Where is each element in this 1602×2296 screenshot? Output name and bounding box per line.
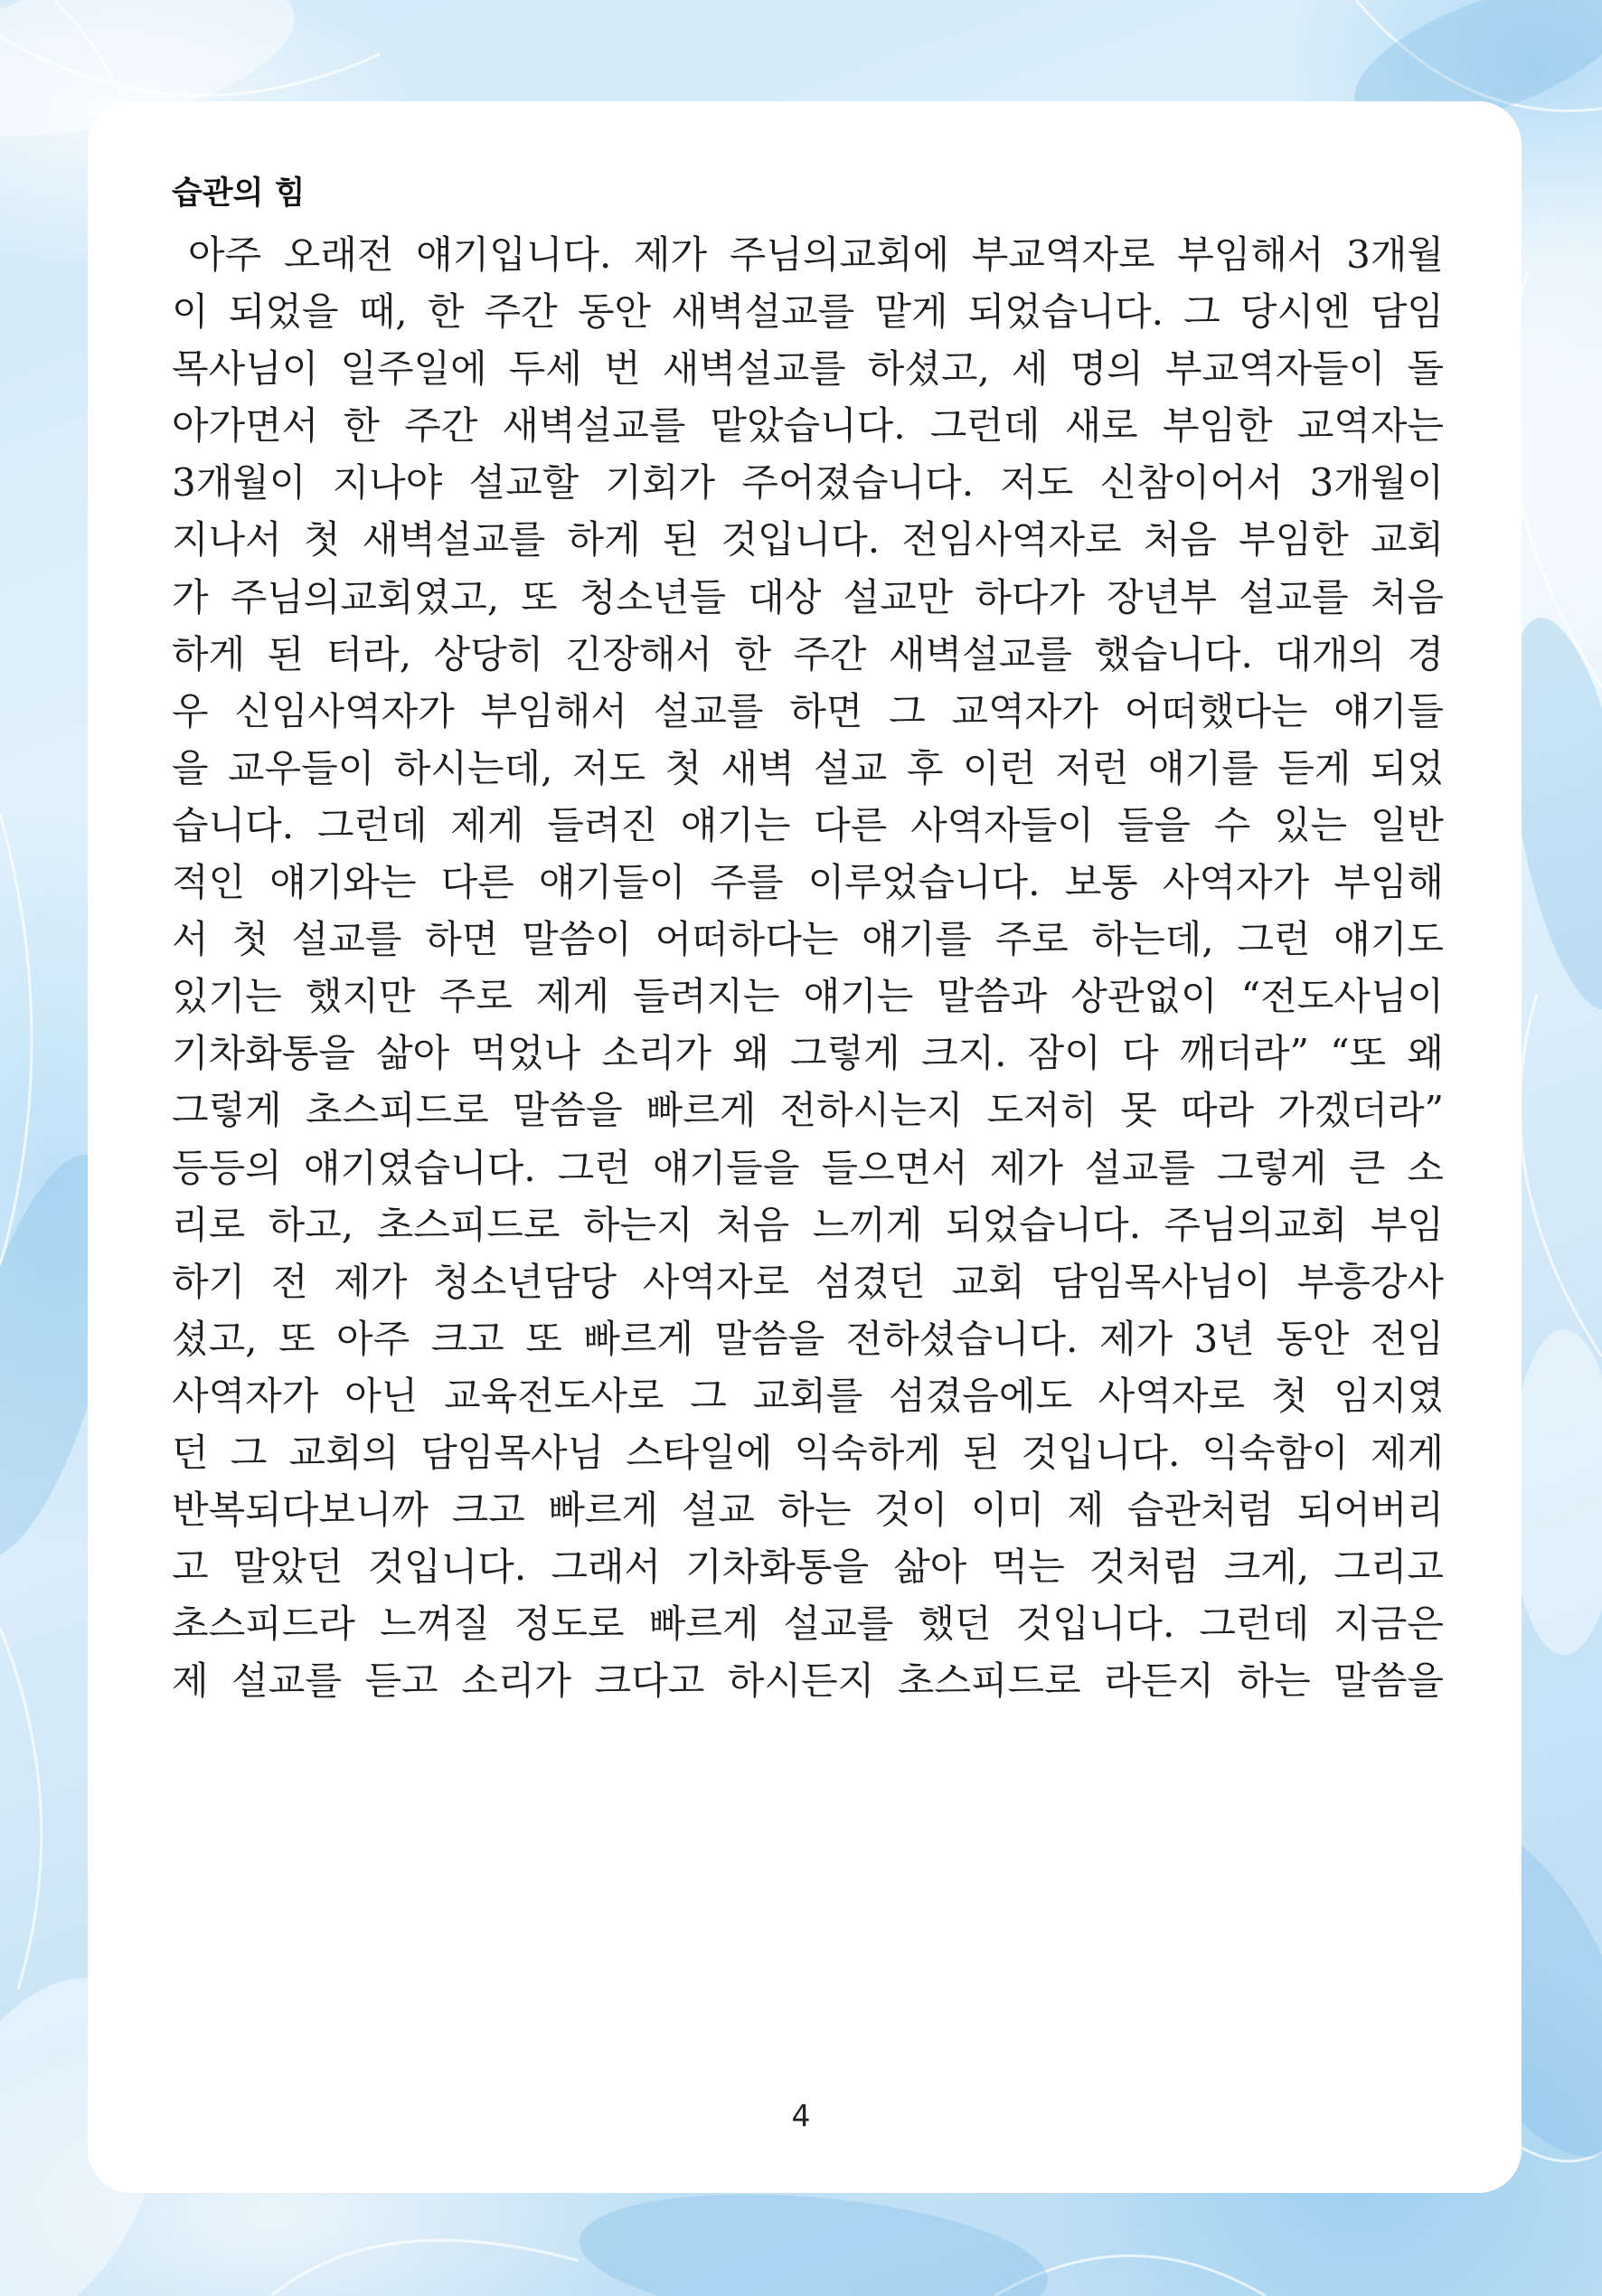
page-number: 4 [791, 2098, 811, 2133]
article-title: 습관의 힘 [172, 175, 306, 212]
body-line: 우 신임사역자가 부임해서 설교를 하면 그 교역자가 어떠했다는 얘기들 [172, 688, 1444, 733]
body-line: 고 말았던 것입니다. 그래서 기차화통을 삶아 먹는 것처럼 크게, 그리고 [172, 1545, 1444, 1590]
body-line: 을 교우들이 하시는데, 저도 첫 새벽 설교 후 이런 저런 얘기를 듣게 되었 [172, 745, 1444, 790]
body-line: 던 그 교회의 담임목사님 스타일에 익숙하게 된 것입니다. 익숙함이 제게 [172, 1430, 1444, 1475]
body-line: 반복되다보니까 크고 빠르게 설교 하는 것이 이미 제 습관처럼 되어버리 [172, 1488, 1444, 1533]
body-line: 지나서 첫 새벽설교를 하게 된 것입니다. 전임사역자로 처음 부임한 교회 [172, 517, 1444, 562]
body-line: 하게 된 터라, 상당히 긴장해서 한 주간 새벽설교를 했습니다. 대개의 경 [172, 631, 1444, 676]
body-line: 기차화통을 삶아 먹었나 소리가 왜 그렇게 크지. 잠이 다 깨더라” “또 왜 [172, 1031, 1444, 1076]
body-line: 목사님이 일주일에 두세 번 새벽설교를 하셨고, 세 명의 부교역자들이 돌 [172, 346, 1444, 392]
body-line: 아주 오래전 얘기입니다. 제가 주님의교회에 부교역자로 부임해서 3개월 [188, 232, 1444, 277]
body-line: 가 주님의교회였고, 또 청소년들 대상 설교만 하다가 장년부 설교를 처음 [172, 574, 1444, 619]
body-line: 등등의 얘기였습니다. 그런 얘기들을 들으면서 제가 설교를 그렇게 큰 소 [172, 1145, 1444, 1190]
body-line: 적인 얘기와는 다른 얘기들이 주를 이루었습니다. 보통 사역자가 부임해 [172, 860, 1444, 905]
body-line: 제 설교를 듣고 소리가 크다고 하시든지 초스피드로 라든지 하는 말씀을 [172, 1658, 1444, 1704]
body-line: 초스피드라 느껴질 정도로 빠르게 설교를 했던 것입니다. 그런데 지금은 [172, 1602, 1444, 1647]
body-line: 이 되었을 때, 한 주간 동안 새벽설교를 맡게 되었습니다. 그 당시엔 담임 [172, 289, 1444, 335]
body-line: 그렇게 초스피드로 말씀을 빠르게 전하시는지 도저히 못 따라 가겠더라” [172, 1088, 1444, 1133]
body-line: 있기는 했지만 주로 제게 들려지는 얘기는 말씀과 상관없이 “전도사님이 [172, 974, 1444, 1019]
body-line: 3개월이 지나야 설교할 기회가 주어졌습니다. 저도 신참이어서 3개월이 [172, 460, 1444, 505]
article-body [172, 226, 1444, 1709]
body-line: 사역자가 아닌 교육전도사로 그 교회를 섬겼음에도 사역자로 첫 임지였 [172, 1373, 1444, 1418]
body-line: 셨고, 또 아주 크고 또 빠르게 말씀을 전하셨습니다. 제가 3년 동안 전임 [172, 1316, 1444, 1361]
body-line: 아가면서 한 주간 새벽설교를 맡았습니다. 그런데 새로 부임한 교역자는 [172, 403, 1444, 449]
body-line: 서 첫 설교를 하면 말씀이 어떠하다는 얘기를 주로 하는데, 그런 얘기도 [172, 917, 1444, 962]
body-line: 리로 하고, 초스피드로 하는지 처음 느끼게 되었습니다. 주님의교회 부임 [172, 1202, 1444, 1247]
body-line: 습니다. 그런데 제게 들려진 얘기는 다른 사역자들이 들을 수 있는 일반 [172, 802, 1444, 847]
body-line: 하기 전 제가 청소년담당 사역자로 섬겼던 교회 담임목사님이 부흥강사 [172, 1259, 1444, 1304]
